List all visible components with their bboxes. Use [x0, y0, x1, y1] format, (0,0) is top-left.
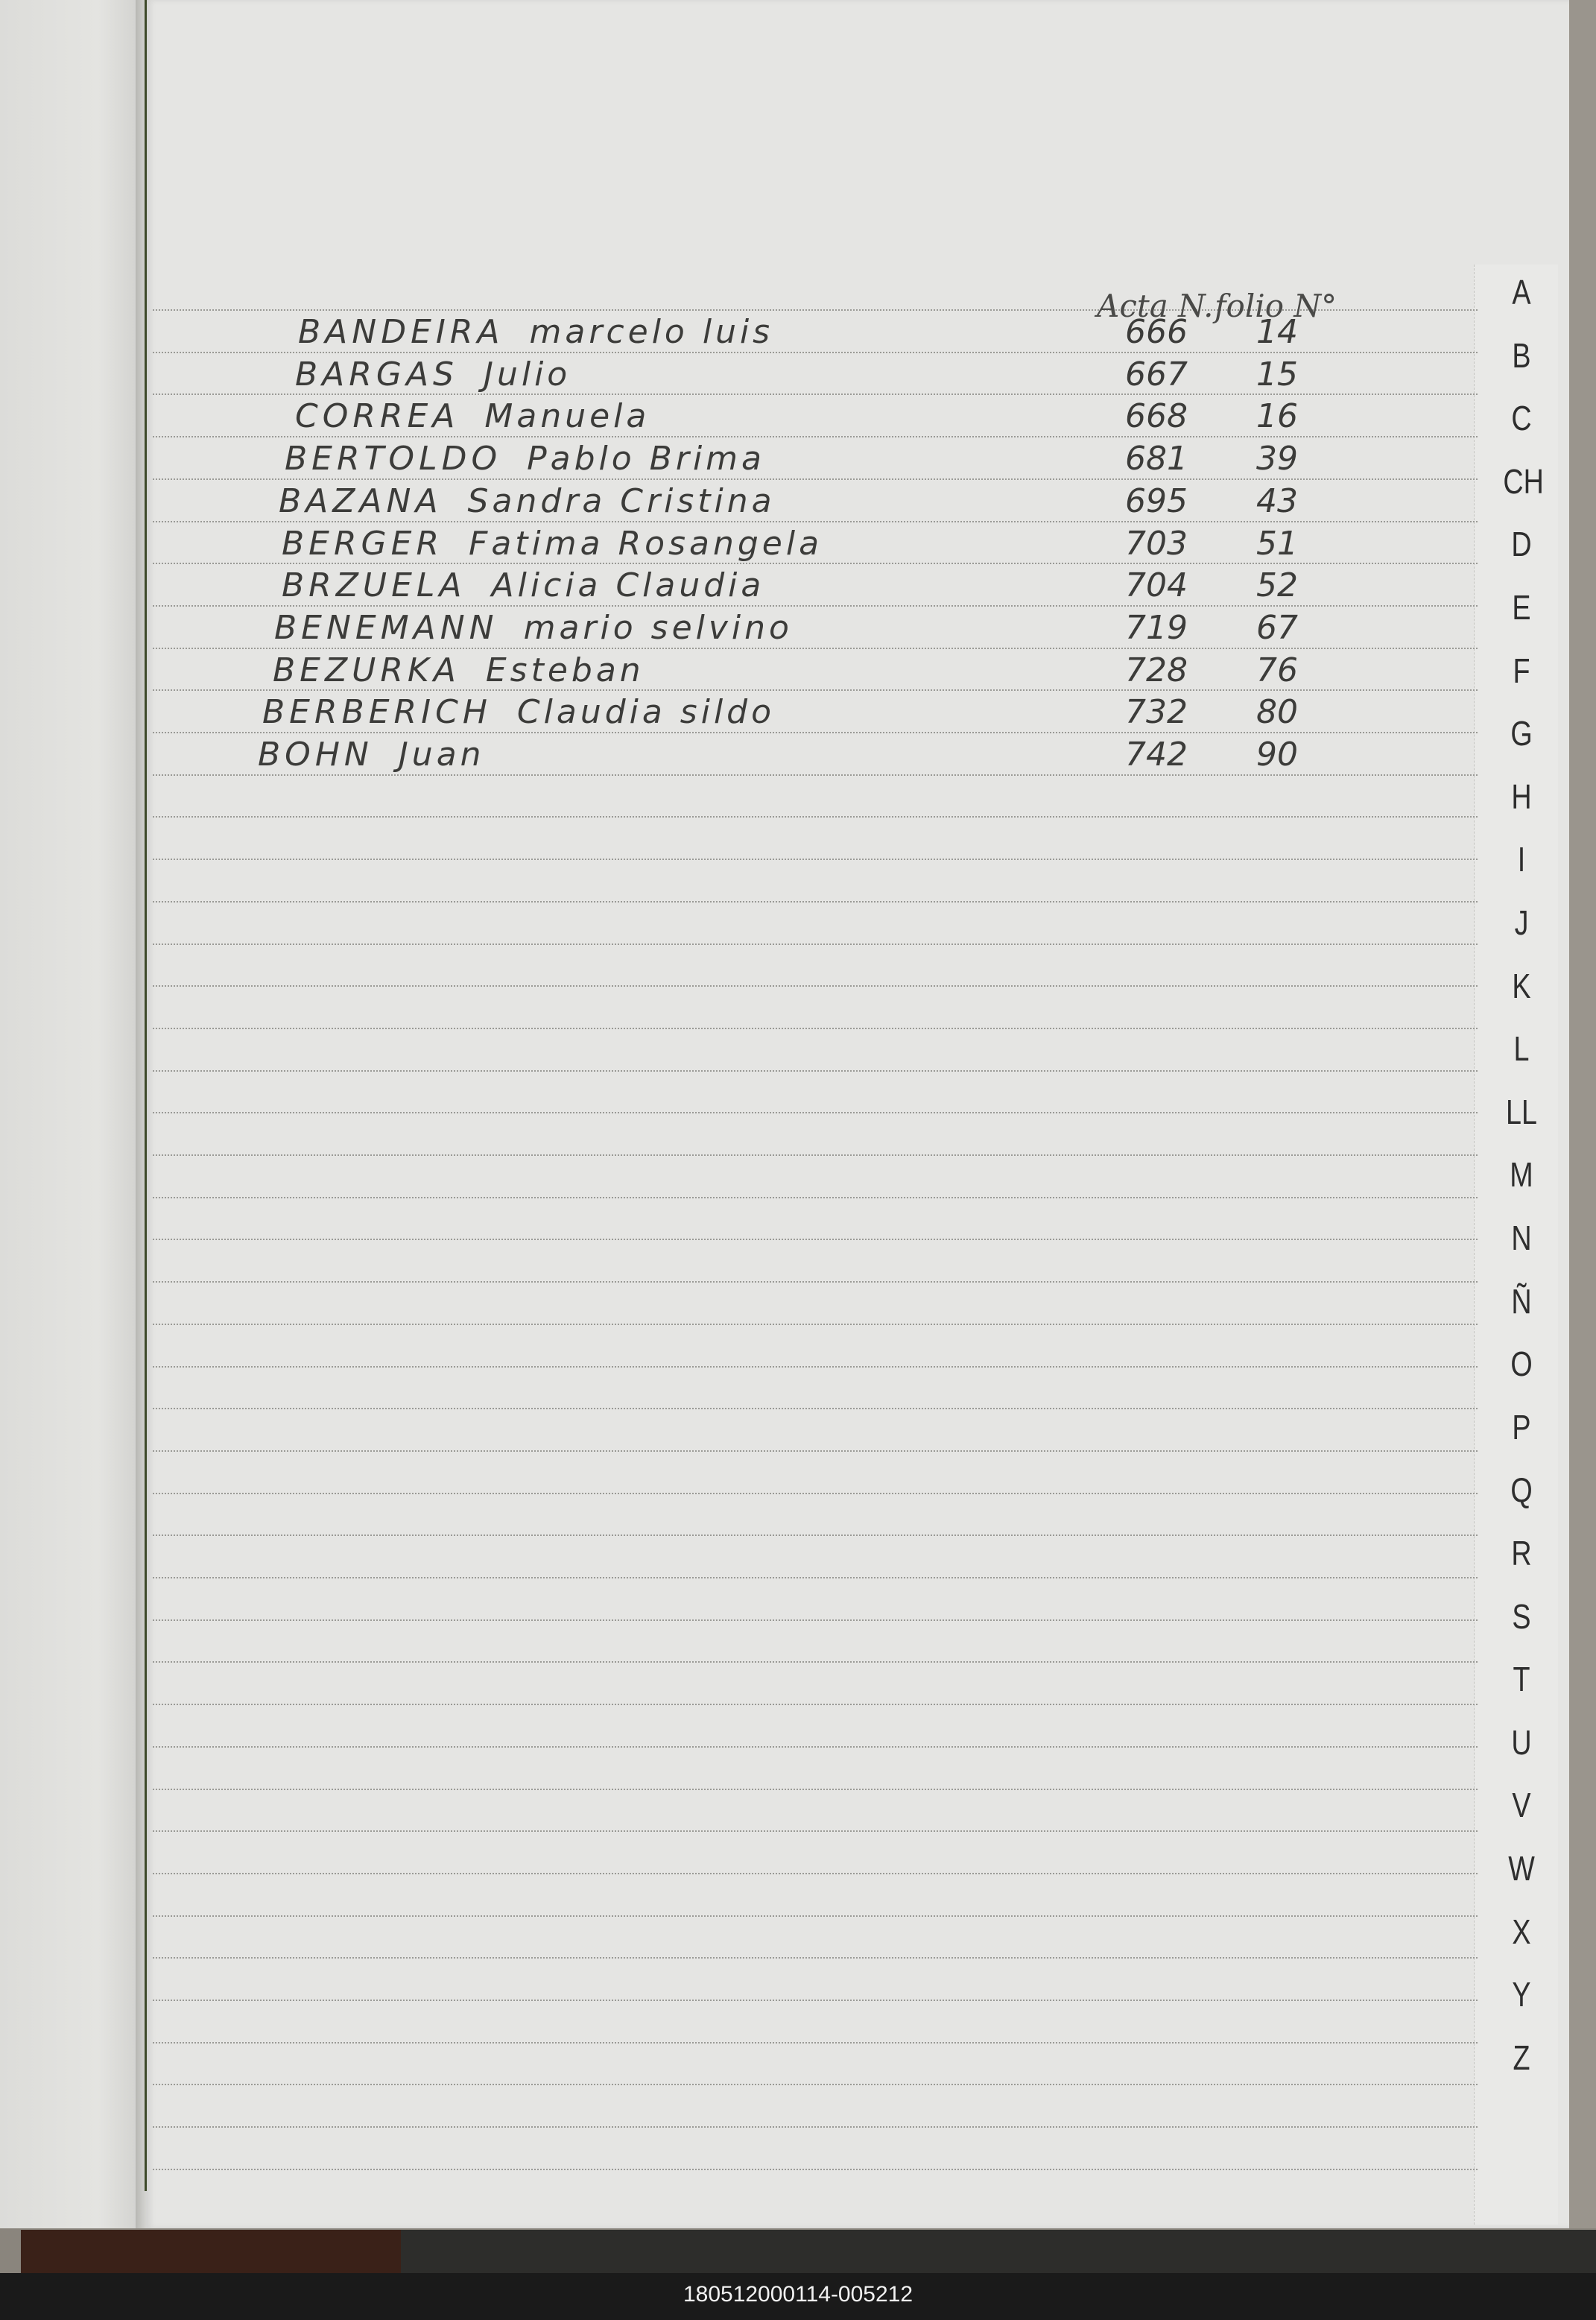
index-tab-u[interactable]: U — [1511, 1723, 1532, 1762]
acta-number: 704 — [1125, 566, 1188, 604]
acta-number: 666 — [1125, 313, 1188, 351]
index-tab-j[interactable]: J — [1514, 903, 1529, 942]
ruled-line — [153, 1408, 1478, 1409]
acta-number: 681 — [1125, 440, 1188, 478]
given-names: Sandra Cristina — [467, 482, 776, 520]
index-tab-r[interactable]: R — [1511, 1534, 1532, 1573]
index-tab-e[interactable]: E — [1512, 588, 1531, 627]
folio-number: 52 — [1256, 566, 1298, 604]
index-tab-f[interactable]: F — [1513, 651, 1530, 690]
index-tab-ñ[interactable]: Ñ — [1511, 1282, 1532, 1321]
surname: BRZUELA — [282, 566, 466, 604]
index-tab-x[interactable]: X — [1512, 1912, 1531, 1951]
ruled-line — [153, 648, 1478, 649]
ruled-line — [153, 901, 1478, 903]
given-names: Esteban — [485, 651, 645, 689]
given-names: mario selvino — [523, 609, 793, 647]
ruled-line — [153, 1493, 1478, 1494]
ruled-line — [153, 1197, 1478, 1198]
ruled-line — [153, 1789, 1478, 1790]
index-tab-q[interactable]: Q — [1510, 1470, 1533, 1509]
acta-number: 732 — [1125, 693, 1188, 731]
ruled-line — [153, 2169, 1478, 2170]
ruled-line — [153, 1619, 1478, 1621]
folio-number: 80 — [1256, 693, 1298, 731]
folio-number: 76 — [1256, 651, 1298, 689]
scan-id-label: 180512000114-005212 — [683, 2282, 913, 2307]
ruled-line — [153, 1028, 1478, 1029]
ruled-line — [153, 393, 1478, 395]
ruled-line — [153, 1957, 1478, 1959]
surname: BEZURKA — [273, 651, 460, 689]
ruled-line — [153, 1830, 1478, 1832]
ruled-line — [153, 1450, 1478, 1452]
ruled-line — [153, 478, 1478, 480]
given-names: Fatima Rosangela — [469, 525, 823, 563]
acta-number: 703 — [1125, 525, 1188, 563]
given-names: marcelo luis — [529, 313, 774, 351]
index-tab-z[interactable]: Z — [1513, 2038, 1530, 2077]
index-tab-c[interactable]: C — [1511, 399, 1532, 437]
acta-number: 742 — [1125, 736, 1188, 774]
folio-number: 16 — [1256, 397, 1298, 435]
margin-rule — [145, 0, 147, 2191]
ruled-line — [153, 563, 1478, 564]
ruled-line — [153, 859, 1478, 860]
ruled-line — [153, 1746, 1478, 1748]
acta-number: 695 — [1125, 482, 1188, 520]
ruled-line — [153, 774, 1478, 776]
ruled-line — [153, 2084, 1478, 2085]
ruled-line — [153, 985, 1478, 987]
ruled-line — [153, 1070, 1478, 1072]
ruled-line — [153, 1239, 1478, 1240]
register-row — [274, 609, 793, 647]
index-tab-n[interactable]: N — [1511, 1219, 1532, 1257]
given-names: Pablo Brima — [527, 440, 765, 478]
index-tab-b[interactable]: B — [1512, 336, 1531, 375]
ruled-line — [153, 689, 1478, 691]
ruled-line — [153, 521, 1478, 522]
index-tab-t[interactable]: T — [1513, 1660, 1530, 1698]
surname: BERTOLDO — [285, 440, 502, 478]
index-tab-p[interactable]: P — [1512, 1408, 1531, 1447]
index-tab-o[interactable]: O — [1510, 1344, 1533, 1383]
index-tab-y[interactable]: Y — [1512, 1975, 1531, 2014]
index-tab-s[interactable]: S — [1512, 1597, 1531, 1636]
register-row — [262, 693, 775, 731]
surname: BANDEIRA — [298, 313, 504, 351]
index-tab-i[interactable]: I — [1517, 840, 1526, 879]
folio-number: 14 — [1256, 313, 1298, 351]
given-names: Alicia Claudia — [491, 566, 765, 604]
ruled-line — [153, 944, 1478, 945]
register-row — [295, 397, 650, 435]
ruled-line — [153, 1534, 1478, 1536]
bottom-edge-strip — [21, 2230, 401, 2273]
register-row — [282, 566, 764, 604]
given-names: Manuela — [484, 397, 650, 435]
bottom-scan-border — [401, 2230, 1596, 2273]
folio-number: 43 — [1256, 482, 1298, 520]
surname: CORREA — [295, 397, 460, 435]
register-row — [298, 313, 773, 351]
index-tab-d[interactable]: D — [1511, 525, 1532, 563]
register-row — [295, 355, 571, 393]
surname: BARGAS — [295, 355, 458, 393]
index-tab-g[interactable]: G — [1510, 714, 1533, 753]
surname: BOHN — [258, 736, 373, 774]
register-row — [273, 651, 645, 689]
surname: BAZANA — [279, 482, 443, 520]
surname: BERGER — [282, 525, 444, 563]
acta-number: 728 — [1125, 651, 1188, 689]
folio-number: 15 — [1256, 355, 1298, 393]
index-tab-v[interactable]: V — [1512, 1786, 1531, 1824]
folio-number: 39 — [1256, 440, 1298, 478]
ruled-line — [153, 605, 1478, 607]
surname: BERBERICH — [262, 693, 492, 731]
register-row — [282, 525, 823, 563]
ruled-line — [153, 436, 1478, 437]
ruled-line — [153, 1873, 1478, 1874]
index-tab-h[interactable]: H — [1511, 777, 1532, 816]
ruled-line — [153, 2126, 1478, 2128]
register-row — [279, 482, 776, 520]
index-tab-k[interactable]: K — [1512, 967, 1531, 1005]
ruled-line — [153, 352, 1478, 353]
surname: BENEMANN — [274, 609, 498, 647]
index-tab-a[interactable]: A — [1512, 273, 1531, 312]
ruled-line — [153, 1366, 1478, 1368]
ruled-line — [153, 1915, 1478, 1917]
register-row — [285, 440, 765, 478]
ruled-line — [153, 816, 1478, 818]
index-tab-w[interactable]: W — [1508, 1849, 1535, 1888]
acta-number: 667 — [1125, 355, 1188, 393]
given-names: Claudia sildo — [516, 693, 776, 731]
folio-number: 90 — [1256, 736, 1298, 774]
ruled-line — [153, 2042, 1478, 2044]
folio-number: 67 — [1256, 609, 1298, 647]
column-header-folio: folio N° — [1215, 288, 1337, 324]
register-row — [258, 736, 485, 774]
ruled-line — [153, 1704, 1478, 1705]
facing-page-edge — [0, 0, 140, 2228]
ruled-line — [153, 1112, 1478, 1113]
given-names: Julio — [483, 355, 571, 393]
ruled-line — [153, 1324, 1478, 1325]
ruled-line — [153, 1577, 1478, 1578]
folio-number: 51 — [1256, 525, 1298, 563]
given-names: Juan — [398, 736, 485, 774]
ruled-line — [153, 1154, 1478, 1156]
ruled-line — [153, 1661, 1478, 1663]
ruled-line — [153, 2000, 1478, 2001]
index-tab-ll[interactable]: LL — [1506, 1093, 1537, 1131]
acta-number: 668 — [1125, 397, 1188, 435]
index-tab-l[interactable]: L — [1513, 1029, 1530, 1068]
ruled-line — [153, 732, 1478, 733]
index-tab-ch[interactable]: CH — [1503, 462, 1544, 501]
index-tab-m[interactable]: M — [1510, 1155, 1533, 1194]
ruled-line — [153, 1281, 1478, 1283]
column-header-acta: Acta N. — [1097, 288, 1214, 324]
acta-number: 719 — [1125, 609, 1188, 647]
